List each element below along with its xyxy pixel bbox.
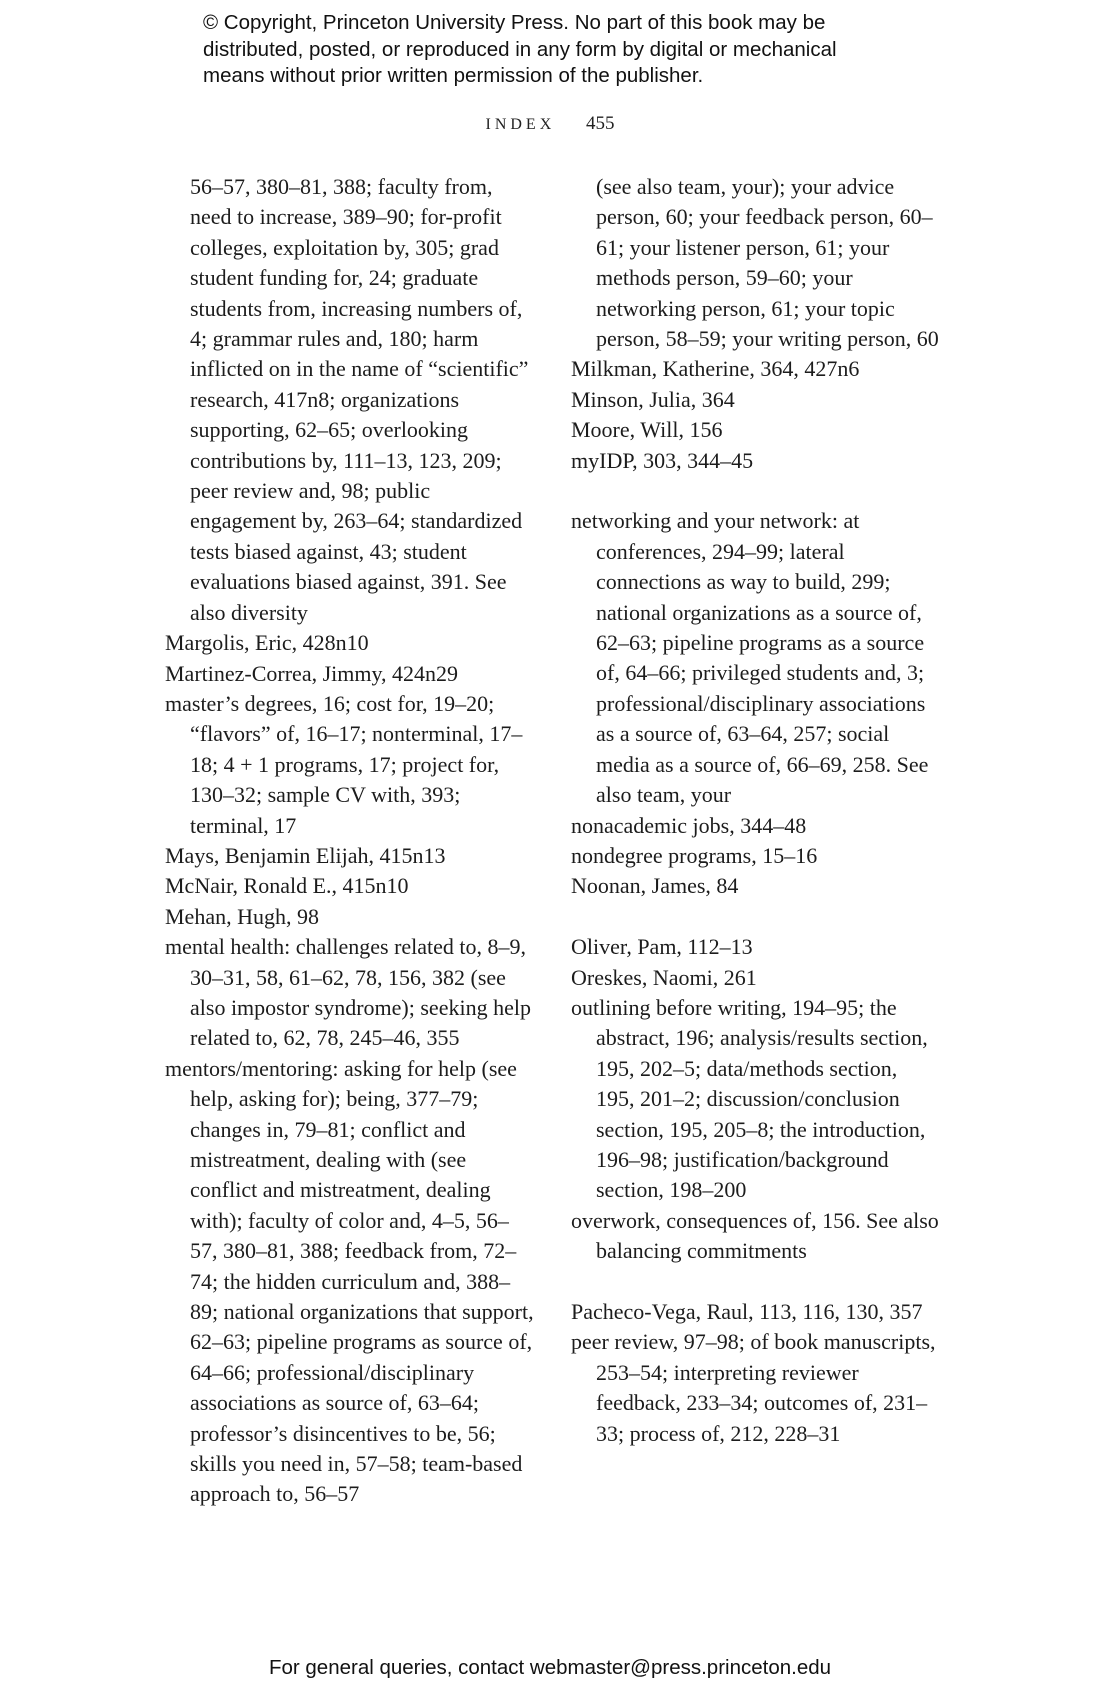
copyright-notice bbox=[203, 10, 923, 90]
index-entry: nondegree programs, 15–16 bbox=[571, 842, 818, 868]
index-entry: networking and your network: at conferences, 294–99; lateral connections as way to build, 299; national organizations as a source of, 62–63; pipeline programs as a source of, 64–66; privileged students and, 3; professional/disciplinary associations as a source of, 63–64, 257; social media as a source of, 66–69, 258. See also team, your bbox=[571, 508, 929, 808]
letter-group-gap bbox=[571, 902, 941, 932]
index-entry: Milkman, Katherine, 364, 427n6 bbox=[571, 356, 860, 382]
letter-group-gap bbox=[571, 476, 941, 506]
index-entry: Oliver, Pam, 112–13 bbox=[571, 934, 753, 960]
copyright-line: distributed, posted, or reproduced in any form by digital or mechanical bbox=[203, 37, 837, 61]
index-entry: nonacademic jobs, 344–48 bbox=[571, 812, 807, 838]
index-entry: myIDP, 303, 344–45 bbox=[571, 447, 754, 473]
index-entry: Pacheco-Vega, Raul, 113, 116, 130, 357 bbox=[571, 1298, 923, 1324]
index-entry: Moore, Will, 156 bbox=[571, 417, 723, 443]
index-entry: McNair, Ronald E., 415n10 bbox=[165, 873, 409, 899]
index-entry: Minson, Julia, 364 bbox=[571, 386, 735, 412]
index-column-right bbox=[571, 172, 941, 1449]
index-entry: 56–57, 380–81, 388; faculty from, need to increase, 389–90; for-profit colleges, exploitation by, 305; grad student funding for, 24; graduate students from, increasing numbers of, 4; grammar rules and, 180; harm inflicted on in the name of “scientific” research, 417n8; organizations supporting, 62–65; overlooking contributions by, 111–13, 123, 209; peer review and, 98; public engagement by, 263–64; standardized tests biased against, 43; student evaluations biased against, 391. See also diversity bbox=[190, 174, 529, 625]
index-entry: master’s degrees, 16; cost for, 19–20; “flavors” of, 16–17; nonterminal, 17–18; 4 + 1 programs, 17; project for, 130–32; sample CV with, 393; terminal, 17 bbox=[165, 690, 523, 838]
index-entry: overwork, consequences of, 156. See also balancing commitments bbox=[571, 1207, 939, 1264]
index-entry: Mays, Benjamin Elijah, 415n13 bbox=[165, 842, 446, 868]
index-entry: Margolis, Eric, 428n10 bbox=[165, 630, 369, 656]
footer-contact: For general queries, contact webmaster@press.princeton.edu bbox=[268, 1656, 832, 1679]
index-entry: Mehan, Hugh, 98 bbox=[165, 903, 319, 929]
page-number: 455 bbox=[586, 113, 615, 134]
index-entry: mental health: challenges related to, 8–9, 30–31, 58, 61–62, 78, 156, 382 (see also impostor syndrome); seeking help related to, 62, 78, 245–46, 355 bbox=[165, 934, 531, 1051]
copyright-line: means without prior written permission of the publisher. bbox=[203, 64, 704, 87]
copyright-line: © Copyright, Princeton University Press. No part of this book may be bbox=[203, 11, 826, 34]
letter-group-gap bbox=[571, 1267, 941, 1297]
index-entry: outlining before writing, 194–95; the abstract, 196; analysis/results section, 195, 202–5; data/methods section, 195, 201–2; discussion/conclusion section, 195, 205–8; the introduction, 196–98; justification/background section, 198–200 bbox=[571, 994, 928, 1203]
section-label: INDEX bbox=[485, 116, 556, 133]
index-column-left bbox=[165, 172, 535, 1510]
index-entry: (see also team, your); your advice person, 60; your feedback person, 60–61; your listener person, 61; your methods person, 59–60; your networking person, 61; your topic person, 58–59; your writing person, 60 bbox=[596, 174, 939, 352]
index-entry: peer review, 97–98; of book manuscripts, 253–54; interpreting reviewer feedback, 233–34; outcomes of, 231–33; process of, 212, 228–31 bbox=[571, 1329, 936, 1446]
index-entry: Noonan, James, 84 bbox=[571, 873, 739, 899]
index-entry: Martinez-Correa, Jimmy, 424n29 bbox=[165, 660, 459, 686]
index-entry: Oreskes, Naomi, 261 bbox=[571, 964, 757, 990]
index-entry: mentors/mentoring: asking for help (see help, asking for); being, 377–79; changes in, 79–81; conflict and mistreatment, dealing with (see conflict and mistreatment, dealing with); faculty of color and, 4–5, 56–57, 380–81, 388; feedback from, 72–74; the hidden curriculum and, 388–89; national organizations that support, 62–63; pipeline programs as source of, 64–66; professional/disciplinary associations as source of, 63–64; professor’s disincentives to be, 56; skills you need in, 57–58; team-based approach to, 56–57 bbox=[165, 1055, 534, 1507]
running-head bbox=[0, 113, 1100, 135]
